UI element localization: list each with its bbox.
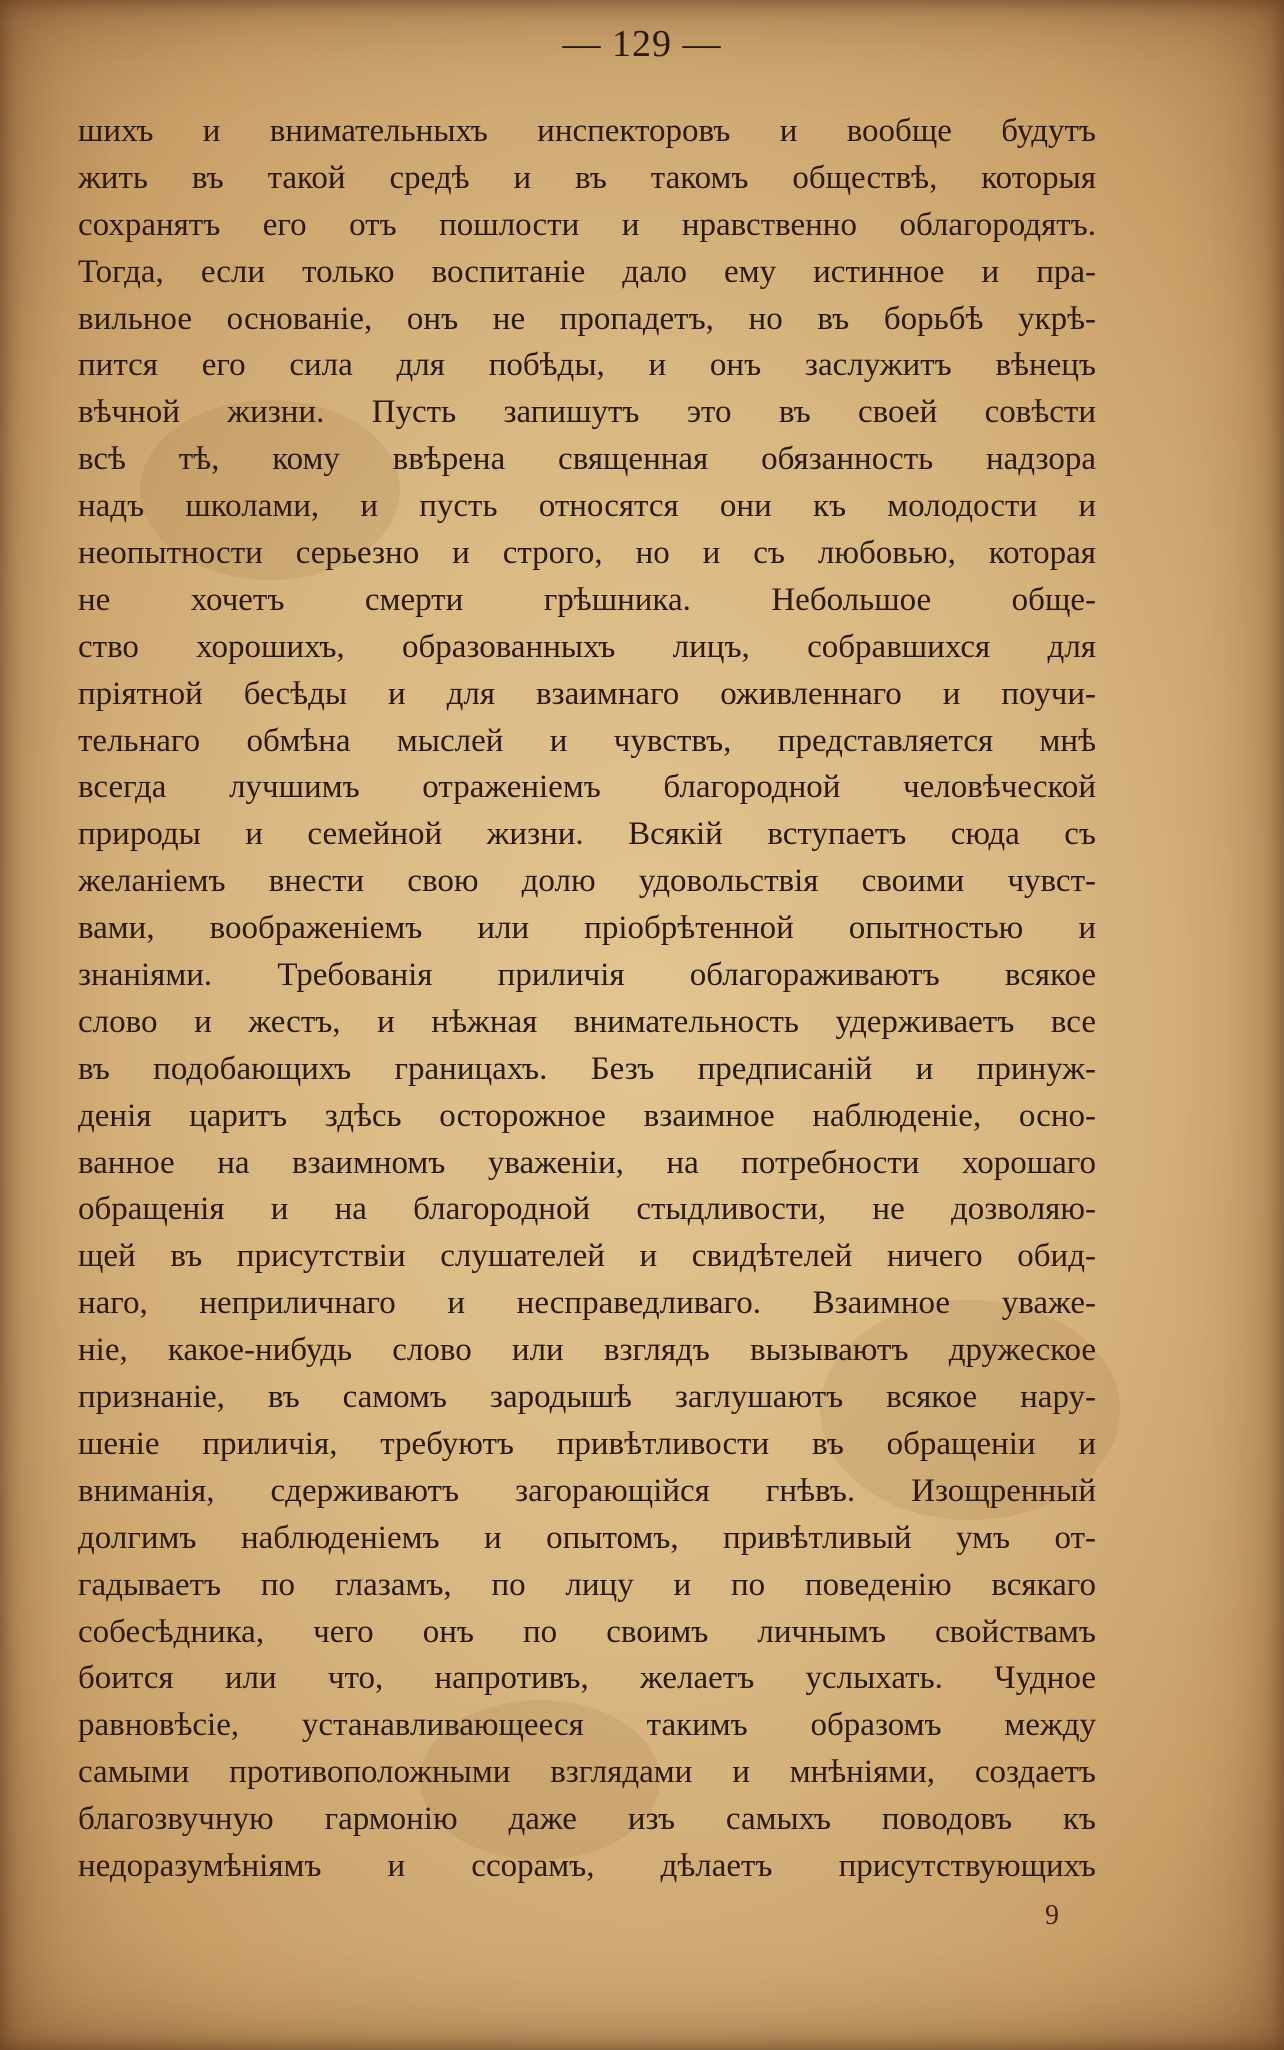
text-line: обращенія и на благородной стыдливости, не дозволяю- [78, 1191, 1096, 1228]
text-line: щей въ присутствіи слушателей и свидѣтелей ничего обид- [78, 1238, 1096, 1275]
text-line: жить въ такой средѣ и въ такомъ обществѣ, которыя [78, 159, 1096, 196]
text-line: шихъ и внимательныхъ инспекторовъ и вообще будутъ [78, 113, 1096, 149]
text-line: равновѣсіе, устанавливающееся такимъ образомъ между [78, 1707, 1096, 1744]
text-line: пится его сила для побѣды, и онъ заслужитъ вѣнецъ [78, 347, 1096, 384]
signature-mark: 9 [1045, 1900, 1059, 1931]
body-text [78, 108, 1096, 1890]
text-line: тельнаго обмѣна мыслей и чувствъ, представляется мнѣ [78, 722, 1096, 759]
text-line: боится или что, напротивъ, желаетъ услыхать. Чудное [78, 1660, 1096, 1697]
text-line: вниманія, сдерживаютъ загорающійся гнѣвъ. Изощренный [78, 1472, 1096, 1509]
text-line: сохранятъ его отъ пошлости и нравственно облагородятъ. [78, 206, 1096, 243]
text-line: долгимъ наблюденіемъ и опытомъ, привѣтливый умъ от- [78, 1519, 1096, 1556]
text-line: гадываетъ по глазамъ, по лицу и по поведенію всякаго [78, 1566, 1096, 1603]
text-line: Тогда, если только воспитаніе дало ему истинное и пра- [78, 253, 1096, 290]
text-line: недоразумѣніямъ и ссорамъ, дѣлаетъ присутствующихъ [78, 1847, 1096, 1884]
text-line: природы и семейной жизни. Всякій вступаетъ сюда съ [78, 816, 1096, 853]
text-line: наго, неприличнаго и несправедливаго. Взаимное уваже- [78, 1285, 1096, 1322]
text-line: всѣ тѣ, кому ввѣрена священная обязанность надзора [78, 441, 1096, 478]
text-line: желаніемъ внести свою долю удовольствія своими чувст- [78, 863, 1096, 900]
text-line: не хочетъ смерти грѣшника. Небольшое обще- [78, 581, 1096, 618]
text-line: надъ школами, и пусть относятся они къ молодости и [78, 488, 1096, 525]
text-line: ванное на взаимномъ уваженіи, на потребности хорошаго [78, 1144, 1096, 1181]
text-line: признаніе, въ самомъ зародышѣ заглушаютъ всякое нару- [78, 1379, 1096, 1416]
text-line: въ подобающихъ границахъ. Безъ предписаній и принуж- [78, 1050, 1096, 1087]
text-line: ство хорошихъ, образованныхъ лицъ, собравшихся для [78, 628, 1096, 665]
text-line: шеніе приличія, требуютъ привѣтливости въ обращеніи и [78, 1425, 1096, 1462]
page-number: — 129 — [562, 23, 722, 65]
text-line: вѣчной жизни. Пусть запишутъ это въ своей совѣсти [78, 394, 1096, 431]
text-line: самыми противоположными взглядами и мнѣніями, создаетъ [78, 1754, 1096, 1791]
text-line: ніе, какое-нибудь слово или взглядъ вызываютъ дружеское [78, 1332, 1096, 1369]
text-line: слово и жестъ, и нѣжная внимательность удерживаетъ все [78, 1003, 1096, 1040]
text-line: вильное основаніе, онъ не пропадетъ, но въ борьбѣ укрѣ- [78, 300, 1096, 337]
text-line: собесѣдника, чего онъ по своимъ личнымъ свойствамъ [78, 1613, 1096, 1650]
text-line: денія царитъ здѣсь осторожное взаимное наблюденіе, осно- [78, 1097, 1096, 1134]
text-line: пріятной бесѣды и для взаимнаго оживленнаго и поучи- [78, 675, 1096, 712]
text-line: знаніями. Требованія приличія облагораживаютъ всякое [78, 957, 1096, 994]
text-line: благозвучную гармонію даже изъ самыхъ поводовъ къ [78, 1801, 1096, 1838]
text-line: всегда лучшимъ отраженіемъ благородной человѣческой [78, 769, 1096, 806]
text-line: неопытности серьезно и строго, но и съ любовью, которая [78, 535, 1096, 572]
text-line: вами, воображеніемъ или пріобрѣтенной опытностью и [78, 910, 1096, 947]
